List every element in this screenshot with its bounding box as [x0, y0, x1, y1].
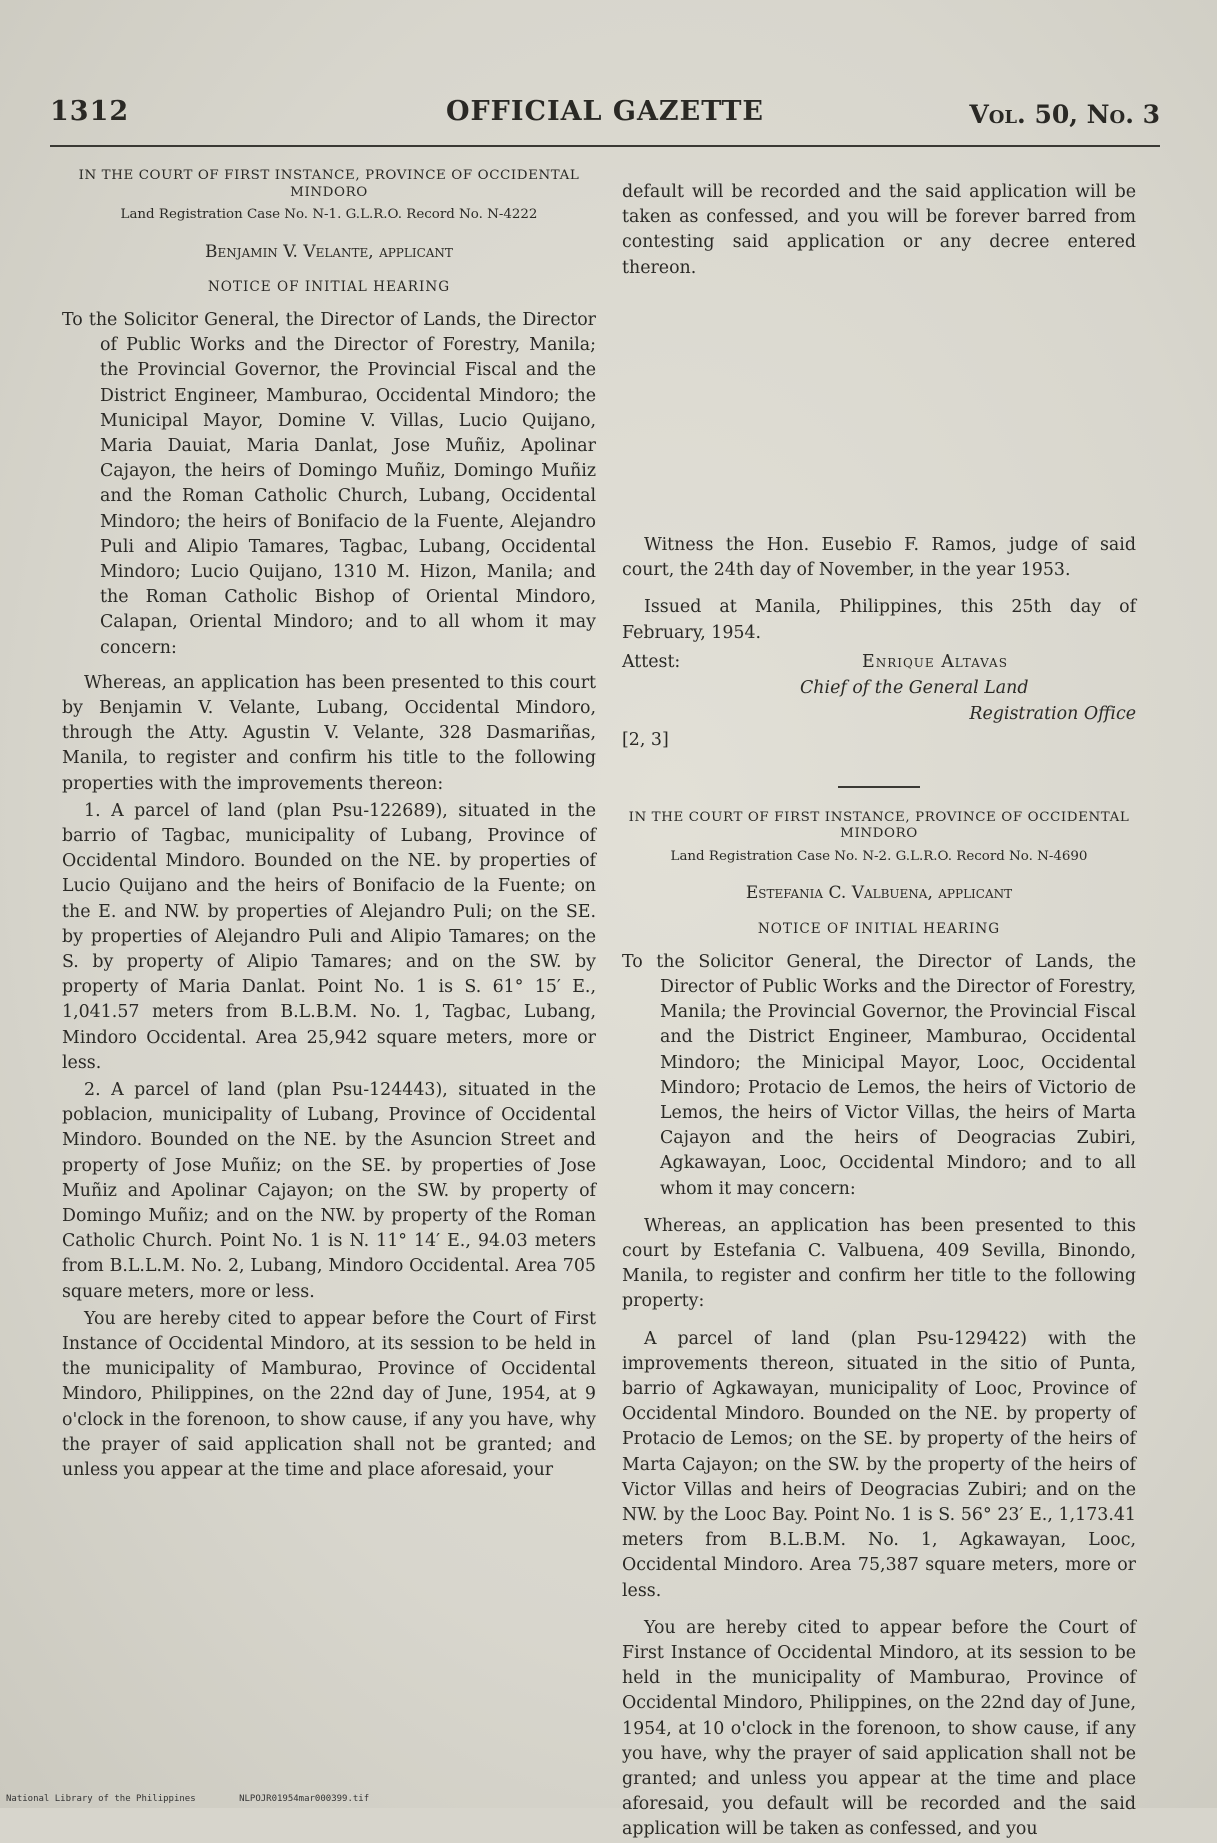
addressees: To the Solicitor General, the Director of Lands, the Director of Public Works and the Director of Forestry, Manila; the Provincial Governor, the Provincial Fiscal and the District Engineer, Mamburao, Occidental Mindoro; the Municipal Mayor, Domine V. Villas, Lucio Quijano, Maria Dauiat, Maria Danlat, Jose Muñiz, Apolinar Cajayon, the heirs of Domingo Muñiz, Domingo Muñiz and the Roman Catholic Church, Lubang, Occidental Mindoro; the heirs of Bonifacio de la Fuente, Alejandro Puli and Alipio Tamares, Tagbac, Lubang, Occidental Mindoro; Lucio Quijano, 1310 M. Hizon, Manila; and the Roman Catholic Bishop of Oriental Mindoro, Calapan, Oriental Mindoro; and to all whom it may concern: — [62, 309, 596, 658]
parcel-description: A parcel of land (plan Psu-129422) with the improvements thereon, situated in the sitio of Punta, barrio of Agkawayan, municipality of Looc, Province of Occidental Mindoro. Bounded on the NE. by property of Protacio de Lemos; on the SE. by property of the heirs of Marta Cajayon; on the SW. by the property of the heirs of Victor Villas and heirs of Deogracias Zubiri; and on the NW. by the Looc Bay. Point No. 1 is S. 56° 23′ E., 1,173.41 meters from B.L.B.M. No. 1, Agkawayan, Looc, Occidental Mindoro. Area 75,387 square meters, more or less. — [622, 1328, 1136, 1601]
scan-footer — [6, 1794, 407, 1804]
witness-paragraph: Witness the Hon. Eusebio F. Ramos, judge of said court, the 24th day of November, in the year 1953. — [622, 535, 1136, 581]
applicant-name: Benjamin V. Velante, applicant — [205, 241, 453, 262]
citation-continuation: default will be recorded and the said application will be taken as confessed, and you will be forever barred from contesting said application or any decree entered thereon. — [622, 182, 1136, 278]
left-column — [62, 168, 596, 1483]
notice-heading: NOTICE OF INITIAL HEARING — [207, 278, 451, 295]
issued-paragraph: Issued at Manila, Philippines, this 25th day of February, 1954. — [622, 597, 1136, 643]
attestation — [622, 650, 1136, 772]
running-title: OFFICIAL GAZETTE — [445, 96, 765, 127]
page-header — [50, 96, 1160, 140]
parcel-description: 1. A parcel of land (plan Psu-122689), situated in the barrio of Tagbac, municipality of Lubang, Province of Occidental Mindoro. Bounded on the NE. by properties of Lucio Quijano and the heirs of Bonifacio de la Fuente; on the E. and NW. by properties of Alejandro Puli; on the SE. by properties of Alejandro Puli and Alipio Tamares; on the S. by property of Alipio Tamares; and on the SW. by property of Maria Danlat. Point No. 1 is S. 61° 15′ E., 1,041.57 meters from B.L.B.M. No. 1, Tagbac, Lubang, Mindoro Occidental. Area 25,942 square meters, more or less. — [62, 800, 596, 1073]
signatory-title-office: Registration Office — [969, 703, 1136, 724]
parcel-description: 2. A parcel of land (plan Psu-124443), situated in the poblacion, municipality of Lubang, Province of Occidental Mindoro. Bounded on the NE. by the Asuncion Street and property of Jose Muñiz; on the SE. by properties of Jose Muñiz and Apolinar Cajayon; on the SW. by property of Domingo Muñiz; and on the NW. by property of the Roman Catholic Church. Point No. 1 is N. 11° 14′ E., 94.03 meters from B.L.L.M. No. 2, Lubang, Mindoro Occidental. Area 705 square meters, more or less. — [62, 1080, 596, 1302]
library-credit: National Library of the Philippines — [6, 1794, 196, 1804]
scan-filename: NLPOJR01954mar000399.tif — [239, 1794, 370, 1804]
court-heading: IN THE COURT OF FIRST INSTANCE, PROVINCE OF OCCIDENTAL MINDORO — [628, 809, 1130, 842]
right-column — [622, 178, 1136, 1843]
applicant-name: Estefania C. Valbuena, applicant — [745, 883, 1013, 904]
page-number: 1312 — [50, 96, 130, 127]
signatory-title: Chief of the General Land — [800, 677, 1029, 698]
citation-paragraph: You are hereby cited to appear before the Court of First Instance of Occidental Mindoro, at its session to be held in the municipality of Mamburao, Province of Occidental Mindoro, Philippines, on the 22nd day of June, 1954, at 9 o'clock in the forenoon, to show cause, if any you have, why the prayer of said application shall not be granted; and unless you appear at the time and place aforesaid, your — [62, 1308, 596, 1481]
signatory-name: Enrique Altavas — [862, 651, 1008, 672]
whereas-paragraph: Whereas, an application has been presented to this court by Estefania C. Valbuena, 409 Sevilla, Binondo, Manila, to register and confirm her title to the following property: — [622, 1215, 1136, 1312]
case-number: Land Registration Case No. N-2. G.L.R.O. Record No. N-4690 — [670, 848, 1088, 864]
citation-paragraph: You are hereby cited to appear before the Court of First Instance of Occidental Mindoro, at its session to be held in the municipality of Mamburao, Province of Occidental Mindoro, Philippines, on the 22nd day of June, 1954, at 10 o'clock in the forenoon, to show cause, if any you have, why the prayer of said application shall not be granted; and unless you appear at the time and place aforesaid, you default will be recorded and the said application will be taken as confessed, and you — [622, 1617, 1136, 1840]
whereas-paragraph: Whereas, an application has been presented to this court by Benjamin V. Velante, Lubang, Occidental Mindoro, through the Atty. Agustin V. Velante, 328 Dasmariñas, Manila, to register and confirm his title to the following properties with the improvements thereon: — [62, 672, 596, 794]
attest-label: Attest: — [622, 651, 681, 672]
section-divider — [838, 786, 920, 788]
header-rule — [50, 145, 1160, 147]
volume-number: Vol. 50, No. 3 — [969, 100, 1160, 129]
case-number: Land Registration Case No. N-1. G.L.R.O. Record No. N-4222 — [120, 207, 538, 222]
addressees: To the Solicitor General, the Director of Lands, the Director of Public Works and the Director of Forestry, Manila; the Provincial Governor, the Provincial Fiscal and the District Engineer, Mamburao, Occidental Mindoro; the Minicipal Mayor, Looc, Occidental Mindoro; Protacio de Lemos, the heirs of Victorio de Lemos, the heirs of Victor Villas, the heirs of Marta Cajayon and the heirs of Deogracias Zubiri, Agkawayan, Looc, Occidental Mindoro; and to all whom it may concern: — [622, 951, 1136, 1199]
court-heading: IN THE COURT OF FIRST INSTANCE, PROVINCE OF OCCIDENTAL MINDORO — [78, 168, 580, 200]
issue-reference: [2, 3] — [622, 729, 669, 750]
notice-heading: NOTICE OF INITIAL HEARING — [757, 920, 1001, 937]
